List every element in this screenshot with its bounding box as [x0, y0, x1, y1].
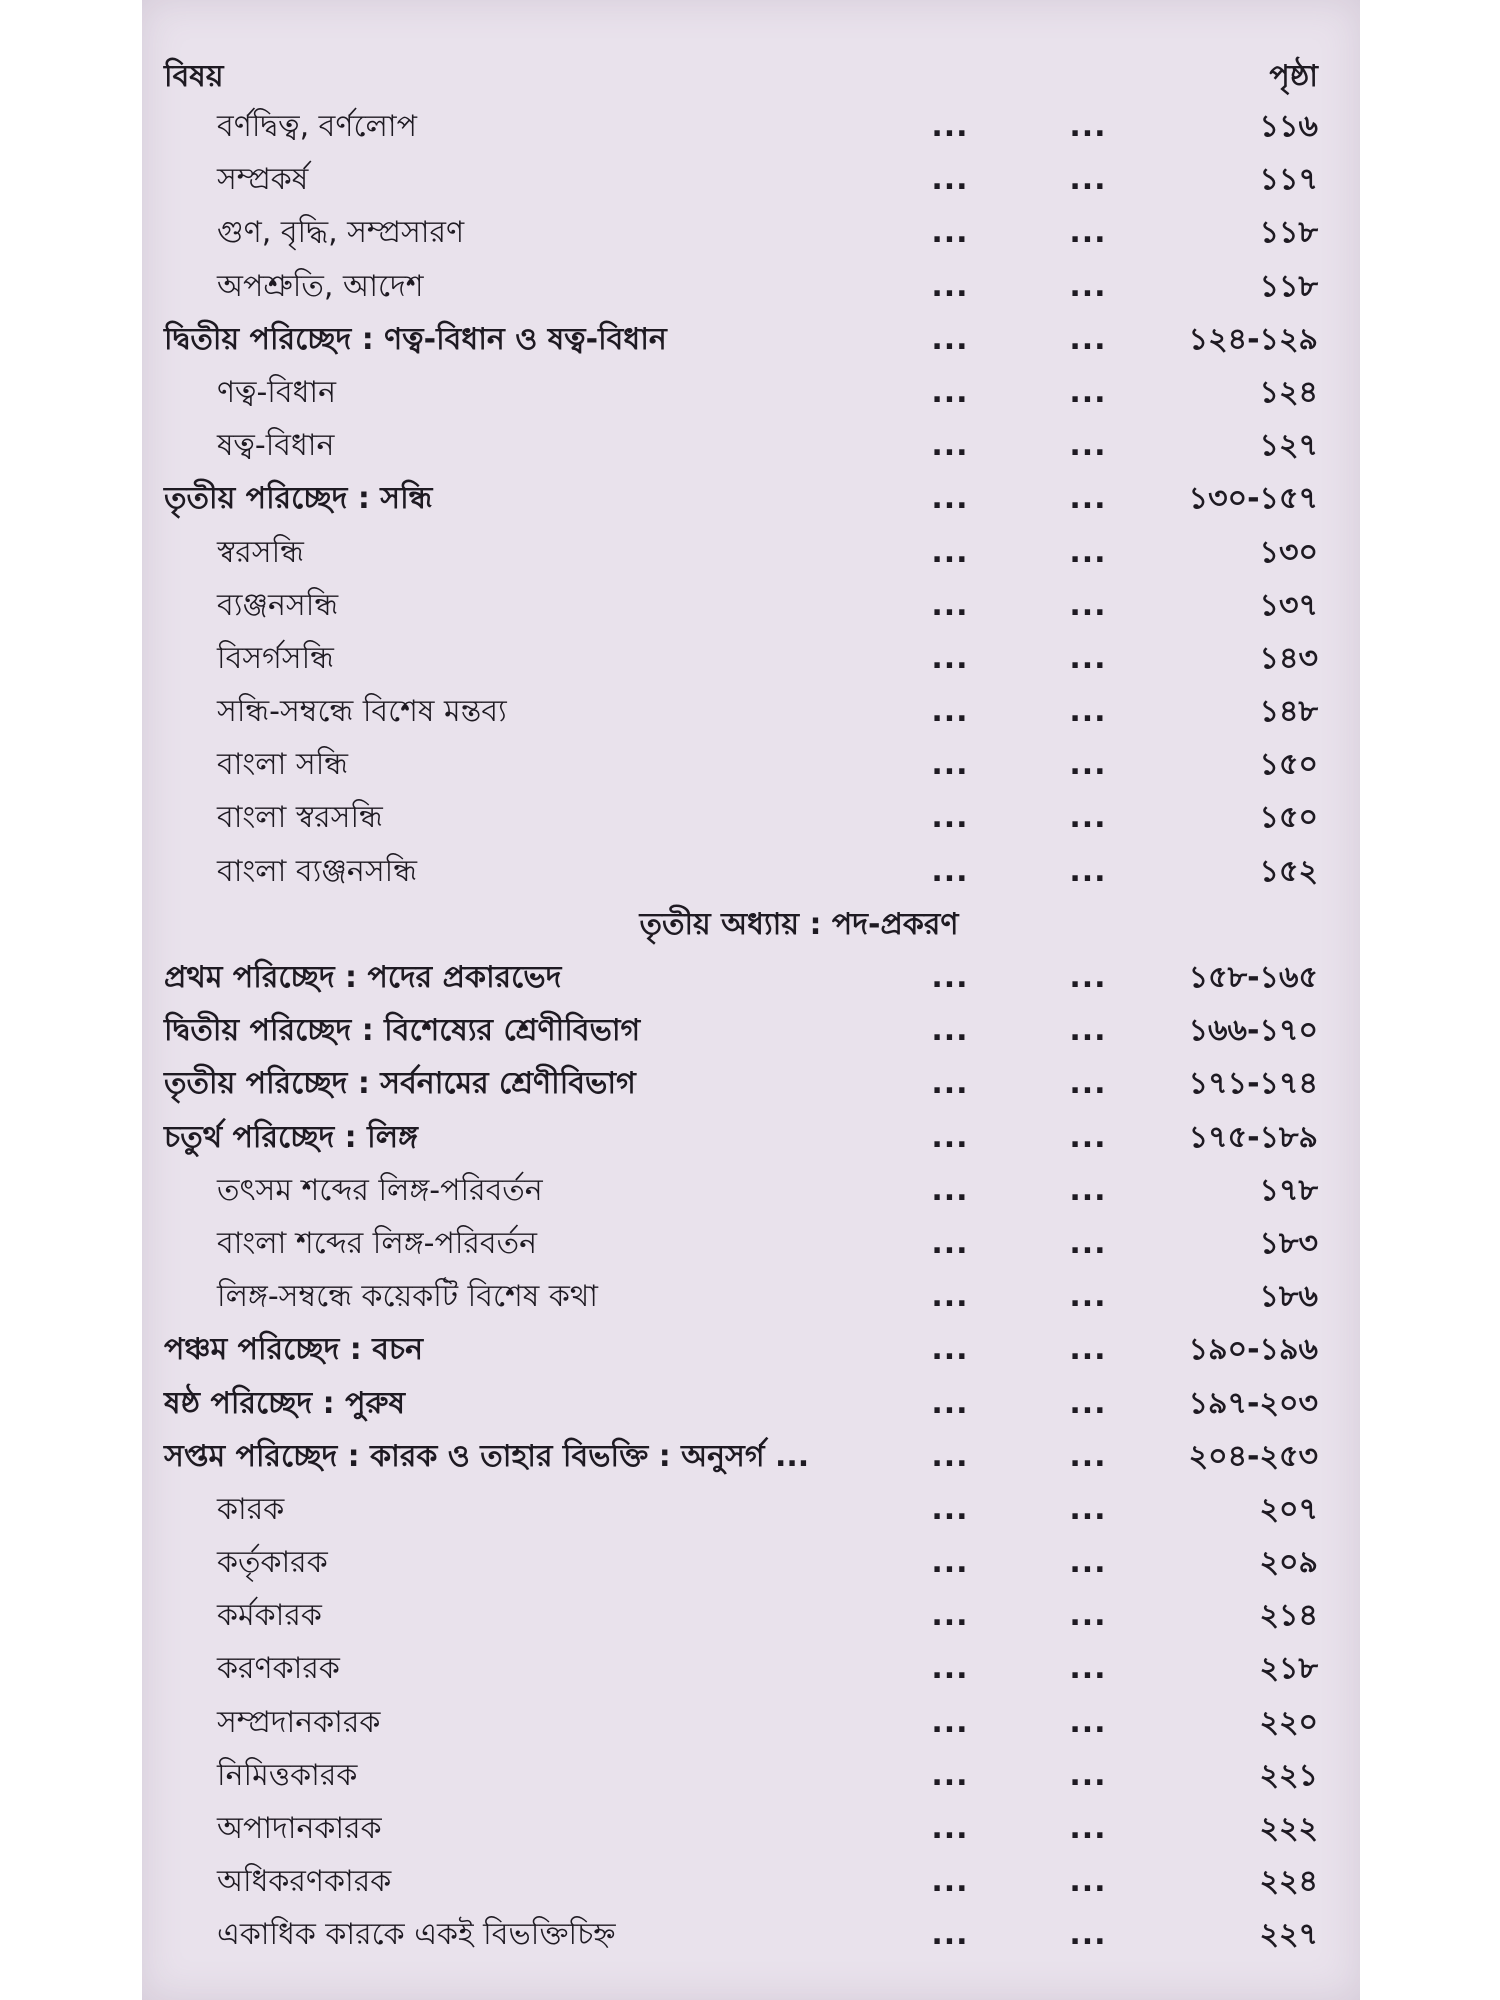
leader-dots: ...: [1069, 800, 1107, 836]
leader-dots: ...: [931, 162, 969, 198]
toc-list: [142, 100, 1360, 1962]
leader-dots: ...: [1069, 268, 1107, 304]
entry-title: সম্প্রকর্ষ: [217, 162, 309, 198]
toc-chapter-row: [142, 951, 1360, 1004]
page-number: ১৫০: [1259, 747, 1318, 783]
toc-entry-row: [142, 100, 1360, 153]
toc-entry-row: [142, 579, 1360, 632]
leader-dots: ...: [931, 1385, 969, 1421]
leader-dots: ...: [931, 800, 969, 836]
leader-dots: ...: [1069, 1545, 1107, 1581]
toc-entry-row: [142, 526, 1360, 579]
toc-entry-row: [142, 1483, 1360, 1536]
leader-dots: ...: [931, 1332, 969, 1368]
page-number: ১৫২: [1259, 853, 1318, 889]
toc-chapter-row: [142, 1057, 1360, 1110]
leader-dots: ...: [1069, 1119, 1107, 1155]
page-number: ২১৪: [1259, 1598, 1318, 1634]
toc-entry-row: [142, 685, 1360, 738]
entry-title: ব্যঞ্জনসন্ধি: [217, 587, 339, 623]
page-number: ১১৮: [1259, 215, 1318, 251]
toc-entry-row: [142, 845, 1360, 898]
entry-title: কর্মকারক: [217, 1598, 322, 1634]
page-number: ১১৬: [1259, 109, 1318, 144]
leader-dots: ...: [1069, 1332, 1107, 1368]
toc-entry-row: [142, 1536, 1360, 1589]
leader-dots: ...: [931, 534, 969, 570]
entry-title: তৎসম শব্দের লিঙ্গ-পরিবর্তন: [217, 1172, 543, 1208]
toc-header: [164, 52, 1318, 92]
leader-dots: ...: [931, 1545, 969, 1581]
leader-dots: ...: [931, 215, 969, 251]
toc-entry-row: [142, 153, 1360, 206]
toc-entry-row: [142, 1802, 1360, 1855]
leader-dots: ...: [931, 1757, 969, 1793]
page-number: ২২৭: [1259, 1917, 1318, 1953]
leader-dots: ...: [1069, 1651, 1107, 1687]
page-number: ১৭৫-১৮৯: [1188, 1119, 1318, 1155]
leader-dots: ...: [1069, 1917, 1107, 1953]
leader-dots: ...: [931, 1811, 969, 1846]
entry-title: সম্প্রদানকারক: [217, 1704, 381, 1740]
toc-entry-row: [142, 1908, 1360, 1961]
entry-title: স্বরসন্ধি: [217, 534, 304, 570]
leader-dots: ...: [1069, 1757, 1107, 1793]
entry-title: তৃতীয় পরিচ্ছেদ : সর্বনামের শ্রেণীবিভাগ: [164, 1066, 636, 1102]
leader-dots: ...: [931, 1491, 969, 1527]
leader-dots: ...: [1069, 374, 1107, 410]
page-number: ১১৮: [1259, 268, 1318, 304]
leader-dots: ...: [931, 1917, 969, 1953]
leader-dots: ...: [931, 853, 969, 889]
toc-chapter-row: [142, 313, 1360, 366]
leader-dots: ...: [931, 1119, 969, 1155]
leader-dots: ...: [1069, 1438, 1107, 1474]
entry-title: কারক: [217, 1491, 285, 1527]
page-number: ২২৪: [1259, 1864, 1318, 1900]
leader-dots: ...: [931, 268, 969, 304]
leader-dots: ...: [931, 1066, 969, 1102]
toc-entry-row: [142, 1749, 1360, 1802]
entry-title: সপ্তম পরিচ্ছেদ : কারক ও তাহার বিভক্তি : অনুসর্গ ...: [164, 1438, 810, 1474]
page-number: ১৫০: [1259, 800, 1318, 836]
entry-title: একাধিক কারকে একই বিভক্তিচিহ্ন: [217, 1917, 616, 1953]
entry-title: তৃতীয় পরিচ্ছেদ : সন্ধি: [164, 481, 433, 517]
entry-title: অপাদানকারক: [217, 1811, 382, 1846]
page-number: ১৫৮-১৬৫: [1188, 960, 1318, 995]
leader-dots: ...: [1069, 960, 1107, 995]
toc-entry-row: [142, 206, 1360, 259]
leader-dots: ...: [931, 1172, 969, 1208]
page-number: ১৩০: [1259, 534, 1318, 570]
leader-dots: ...: [1069, 1864, 1107, 1900]
leader-dots: ...: [1069, 109, 1107, 144]
page-number: ২২০: [1259, 1704, 1318, 1740]
page-number: ২০৭: [1259, 1491, 1318, 1527]
toc-chapter-row: [142, 1323, 1360, 1376]
entry-title: গুণ, বৃদ্ধি, সম্প্রসারণ: [217, 215, 465, 251]
page-number: ১৮৬: [1259, 1279, 1318, 1315]
leader-dots: ...: [931, 1864, 969, 1900]
leader-dots: ...: [1069, 694, 1107, 730]
leader-dots: ...: [931, 1704, 969, 1740]
leader-dots: ...: [931, 747, 969, 783]
leader-dots: ...: [1069, 587, 1107, 623]
book-page: [142, 0, 1360, 2000]
leader-dots: ...: [1069, 1279, 1107, 1315]
entry-title: পঞ্চম পরিচ্ছেদ : বচন: [164, 1332, 424, 1368]
page-number: ১৭৮: [1259, 1172, 1318, 1208]
toc-entry-row: [142, 419, 1360, 472]
entry-title: ণত্ব-বিধান: [217, 374, 337, 410]
page-number: ১২৪-১২৯: [1188, 321, 1318, 357]
leader-dots: ...: [1069, 1598, 1107, 1634]
entry-title: [142, 898, 1360, 951]
leader-dots: ...: [931, 640, 969, 676]
leader-dots: ...: [931, 428, 969, 464]
leader-dots: ...: [1069, 321, 1107, 357]
leader-dots: ...: [1069, 215, 1107, 251]
entry-title: নিমিত্তকারক: [217, 1757, 358, 1793]
leader-dots: ...: [1069, 534, 1107, 570]
page-number: ২১৮: [1259, 1651, 1318, 1687]
page-number: ১৭১-১৭৪: [1188, 1066, 1318, 1102]
page-number: ১৩০-১৫৭: [1188, 481, 1318, 517]
part-heading: [142, 898, 1360, 951]
entry-title: বাংলা সন্ধি: [217, 747, 349, 783]
toc-entry-row: [142, 1855, 1360, 1908]
leader-dots: ...: [931, 1438, 969, 1474]
entry-title: দ্বিতীয় পরিচ্ছেদ : ণত্ব-বিধান ও ষত্ব-বিধান: [164, 321, 667, 357]
page-number: ১৮৩: [1259, 1225, 1318, 1261]
entry-title: ষত্ব-বিধান: [217, 428, 335, 464]
leader-dots: ...: [931, 694, 969, 730]
toc-entry-row: [142, 1589, 1360, 1642]
leader-dots: ...: [931, 1651, 969, 1687]
page-number: ১২৪: [1259, 374, 1318, 410]
leader-dots: ...: [931, 109, 969, 144]
entry-title: বিসর্গসন্ধি: [217, 640, 334, 676]
page-number: ১৩৭: [1259, 587, 1318, 623]
toc-entry-row: [142, 1642, 1360, 1695]
toc-entry-row: [142, 1270, 1360, 1323]
entry-title: বাংলা ব্যঞ্জনসন্ধি: [217, 853, 417, 889]
leader-dots: ...: [1069, 1172, 1107, 1208]
page-number: ২২২: [1259, 1811, 1318, 1846]
page-number: ১৯৭-২০৩: [1188, 1385, 1318, 1421]
leader-dots: ...: [1069, 428, 1107, 464]
entry-title: বাংলা শব্দের লিঙ্গ-পরিবর্তন: [217, 1225, 538, 1261]
leader-dots: ...: [931, 481, 969, 517]
leader-dots: ...: [931, 1598, 969, 1634]
entry-title: অধিকরণকারক: [217, 1864, 392, 1900]
subject-column-label: বিষয়: [164, 59, 224, 94]
toc-chapter-row: [142, 472, 1360, 525]
page-number: ১৪৮: [1259, 694, 1318, 730]
entry-title: করণকারক: [217, 1651, 340, 1687]
leader-dots: ...: [1069, 1491, 1107, 1527]
toc-chapter-row: [142, 1111, 1360, 1164]
entry-title: চতুর্থ পরিচ্ছেদ : লিঙ্গ: [164, 1119, 418, 1155]
toc-chapter-row: [142, 1430, 1360, 1483]
toc-entry-row: [142, 366, 1360, 419]
leader-dots: ...: [931, 374, 969, 410]
leader-dots: ...: [1069, 1811, 1107, 1846]
leader-dots: ...: [1069, 481, 1107, 517]
leader-dots: ...: [931, 960, 969, 995]
entry-title: সন্ধি-সম্বন্ধে বিশেষ মন্তব্য: [217, 694, 507, 730]
leader-dots: ...: [1069, 1704, 1107, 1740]
leader-dots: ...: [1069, 162, 1107, 198]
entry-title: ষষ্ঠ পরিচ্ছেদ : পুরুষ: [164, 1385, 406, 1421]
toc-entry-row: [142, 1164, 1360, 1217]
entry-title: বাংলা স্বরসন্ধি: [217, 800, 383, 836]
leader-dots: ...: [1069, 1013, 1107, 1049]
leader-dots: ...: [1069, 640, 1107, 676]
page-number: ১১৭: [1259, 162, 1318, 198]
toc-entry-row: [142, 1217, 1360, 1270]
page-number: ১৬৬-১৭০: [1188, 1013, 1318, 1049]
toc-entry-row: [142, 632, 1360, 685]
page-number: ১৯০-১৯৬: [1188, 1332, 1318, 1368]
page-number: ২০৪-২৫৩: [1188, 1438, 1318, 1474]
leader-dots: ...: [931, 1013, 969, 1049]
leader-dots: ...: [1069, 1225, 1107, 1261]
toc-entry-row: [142, 738, 1360, 791]
toc-entry-row: [142, 1696, 1360, 1749]
page-number: ১৪৩: [1259, 640, 1318, 676]
leader-dots: ...: [931, 1279, 969, 1315]
toc-entry-row: [142, 791, 1360, 844]
entry-title: লিঙ্গ-সম্বন্ধে কয়েকটি বিশেষ কথা: [217, 1279, 598, 1315]
toc-entry-row: [142, 260, 1360, 313]
leader-dots: ...: [931, 1225, 969, 1261]
entry-title: বর্ণদ্বিত্ব, বর্ণলোপ: [217, 109, 417, 144]
toc-chapter-row: [142, 1377, 1360, 1430]
entry-title: অপশ্রুতি, আদেশ: [217, 268, 424, 304]
leader-dots: ...: [931, 587, 969, 623]
toc-chapter-row: [142, 1004, 1360, 1057]
part-title: তৃতীয় অধ্যায় : পদ-প্রকরণ: [639, 906, 959, 942]
page-number: ২২১: [1259, 1757, 1318, 1793]
leader-dots: ...: [1069, 1066, 1107, 1102]
page-column-label: পৃষ্ঠা: [1269, 59, 1318, 94]
leader-dots: ...: [1069, 853, 1107, 889]
entry-title: প্রথম পরিচ্ছেদ : পদের প্রকারভেদ: [164, 960, 562, 995]
leader-dots: ...: [1069, 1385, 1107, 1421]
page-number: ২০৯: [1259, 1545, 1318, 1581]
leader-dots: ...: [1069, 747, 1107, 783]
leader-dots: ...: [931, 321, 969, 357]
page-number: ১২৭: [1259, 428, 1318, 464]
entry-title: কর্তৃকারক: [217, 1545, 328, 1581]
entry-title: দ্বিতীয় পরিচ্ছেদ : বিশেষ্যের শ্রেণীবিভাগ: [164, 1013, 641, 1049]
